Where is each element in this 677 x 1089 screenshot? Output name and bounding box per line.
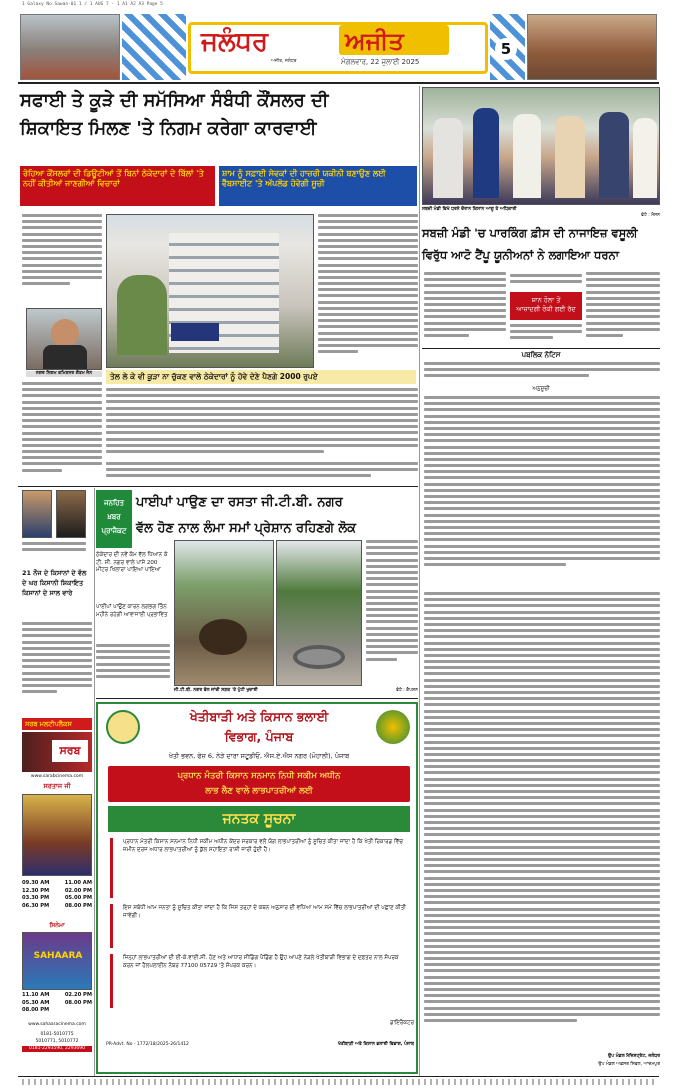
lead-headline-block xyxy=(20,87,416,165)
cinema-1-time-7: 06.30 PM xyxy=(22,902,50,909)
portrait-caption: ਨਗਰ ਨਿਗਮ ਕਮਿਸ਼ਨਰ ਗੌਤਮ ਜੈਨ xyxy=(26,371,102,377)
ad-dept-2: ਵਿਭਾਗ, ਪੰਜਾਬ xyxy=(224,729,294,744)
page-strip: 1 Galaxy No.Sawan-01 1 / 1 AUG 7 - 1 A1 A2 A3 Page 5 xyxy=(22,2,163,7)
left-item-1: 21 ਨੌਜ ਦੇ ਕਿਸਾਨਾਂ ਦੇ ਵੱਲ ਦੇ ਘਰ ਕਿਸਾਨੀ ਸ਼ਿਕਾਇਤ ਕਿਸਾਨਾਂ ਦੇ ਸਾਲ ਵਾਰੇ xyxy=(22,569,87,597)
road-headline-2: ਵੱਲ ਹੋਣ ਨਾਲ ਲੰਮਾ ਸਮਾਂ ਪ੍ਰੇਸ਼ਾਨ ਰਹਿਣਗੇ ਲੋਕ xyxy=(136,521,356,536)
cinema-1-time-3: 12.30 PM xyxy=(22,887,50,894)
road-photo-credit: ਫੋਟੋ : ਕੈਪਸ਼ਨ xyxy=(396,688,418,693)
commissioner-portrait xyxy=(26,308,102,370)
cinema-2-time-4: 08.00 PM xyxy=(64,999,92,1006)
ad-para-1: ਪ੍ਰਧਾਨ ਮੰਤਰੀ ਕਿਸਾਨ ਸਨਮਾਨ ਨਿਧੀ ਸਕੀਮ ਅਧੀਨ ਕੇਂਦਰ ਸਰਕਾਰ ਵਲੋਂ ਯੋਗ ਲਾਭਪਾਤਰੀਆਂ ਨੂੰ ਸੂਚਿਤ ਕੀਤਾ ਜਾਂਦਾ ਹੈ ਕਿ ਖੇਤੀ ਰਿਕਾਰਡ ਵਿੱਚ ਜ਼ਮੀਨ ਦਰਜ ਅਧਾਰ ਲਾਭਪਾਤਰੀਆਂ ਨੂੰ ਕੁੱਲ ਸਹਾਇਤਾ ਰਾਸ਼ੀ ਜਾਰੀ ਹੁੰਦੀ ਹੈ। xyxy=(110,838,410,898)
cinema-ad-logo: ਸਰਬ xyxy=(52,740,88,762)
public-notice-subtitle: ਅਨੁਸੂਚੀ xyxy=(532,386,550,392)
protest-box xyxy=(510,292,582,320)
protest-text-col-2a xyxy=(510,274,582,290)
road-text-col-1 xyxy=(96,644,170,688)
road-badge-3: ਪ੍ਰਾਜੈਕਟ xyxy=(101,527,127,535)
cinema-2-time-1: 11.10 AM xyxy=(22,992,50,998)
protest-photo-credit: ਫੋਟੋ : ਮੈਸਨ xyxy=(641,213,660,218)
protest-headline-1: ਸਬਜ਼ੀ ਮੰਡੀ 'ਚ ਪਾਰਕਿੰਗ ਫ਼ੀਸ ਦੀ ਨਾਜਾਇਜ਼ ਵਸੂਲੀ xyxy=(422,226,638,240)
ad-address: ਖੇਤੀ ਭਵਨ, ਫੇਜ਼ 6, ਨੇੜੇ ਦਾਰਾ ਸਟੂਡੀਓ, ਐਸ.ਏ.ਐਸ ਨਗਰ (ਮੋਹਾਲੀ), ਪੰਜਾਬ xyxy=(168,752,350,760)
cinema-1-time-2: 11.00 AM xyxy=(64,880,92,886)
cinema-2-name: SAHAARA xyxy=(33,951,83,961)
road-bullet-2: ਪਾਈਪਾਂ ਪਾਉਣ ਕਾਰਨ ਲਗਭਗ ਤਿੰਨ ਮਹੀਨੇ ਰਹੇਗੀ ਆਵਾਜਾਈ ਪ੍ਰਭਾਵਿਤ xyxy=(96,604,168,618)
phone-2: 5010771, 5010772 xyxy=(35,1039,79,1044)
road-photo-caption: ਜੀ.ਟੀ.ਬੀ. ਨਗਰ ਵੱਲ ਜਾਂਦੀ ਸੜਕ 'ਤੇ ਪੁੱਟੀ ਖੁਦਾਈ xyxy=(174,688,258,693)
lead-photo-caption: ਤੇਲ ਲੇ ਕੇ ਵੀ ਕੂੜਾ ਨਾ ਚੁੱਕਣ ਵਾਲੇ ਠੇਕੇਦਾਰਾਂ ਨੂੰ ਹੋਵੇ ਦੇਣੇ ਪੈਣਗੇ 2000 ਰੁਪਏ xyxy=(106,370,416,384)
cinema-1-time-6: 05.00 PM xyxy=(64,895,92,901)
cinema-1-poster xyxy=(22,794,92,876)
lead-text-body xyxy=(106,388,418,466)
road-headline-1: ਪਾਈਪਾਂ ਪਾਉਣ ਦਾ ਰਸਤਾ ਜੀ.ਟੀ.ਬੀ. ਨਗਰ xyxy=(136,495,343,510)
lead-building-photo xyxy=(106,214,314,368)
protest-text-col-3 xyxy=(586,272,660,344)
protest-photo-caption: ਸਬਜ਼ੀ ਮੰਡੀ ਵਿਖੇ ਧਰਨੇ ਦੌਰਾਨ ਕਿਸਾਨ ਆਗੂ ਤੇ ਅਧਿਕਾਰੀ xyxy=(422,207,517,212)
road-photo-2 xyxy=(276,540,362,686)
masthead-edition: ਅਜੀਤ, ਜਲੰਧਰ xyxy=(271,59,297,64)
phone-3: 0181-2293590, 2293690 xyxy=(22,1046,92,1052)
cinema-1-title: ਸਰਤਾਜ ਜੀ xyxy=(43,782,71,790)
masthead-pattern-left xyxy=(122,14,186,80)
protest-headline-2: ਵਿਰੁੱਧ ਆਟੋ ਟੈਂਪੂ ਯੂਨੀਅਨਾਂ ਨੇ ਲਗਾਇਆ ਧਰਨਾ xyxy=(422,248,620,262)
cinema-2-label: ਸਿਨੇਮਾ xyxy=(49,922,65,929)
cinema-ad-logo-block xyxy=(22,732,92,772)
public-notice-signature: ਉਪ ਮੰਡਲ ਮੈਜਿਸਟ੍ਰੇਟ, ਜਲੰਧਰ xyxy=(607,1054,660,1059)
cinema-2-time-3: 05.30 AM xyxy=(22,999,50,1006)
lead-headline-1: ਸਫਾਈ ਤੇ ਕੂੜੇ ਦੀ ਸਮੱਸਿਆ ਸੰਬੰਧੀ ਕੌਂਸਲਰ ਦੀ xyxy=(20,90,329,111)
protest-text-col-1 xyxy=(424,272,506,344)
public-notice-body xyxy=(424,592,660,1062)
reporter-photo-2 xyxy=(56,490,86,538)
lead-text-col-3 xyxy=(318,214,418,368)
masthead-date: ਮੰਗਲਵਾਰ, 22 ਜੁਲਾਈ 2025 xyxy=(341,58,420,66)
phone-1: 0181-5010775 xyxy=(40,1032,74,1037)
reporter-caption xyxy=(22,542,86,562)
protest-photo xyxy=(422,87,660,205)
lead-subhead-red: ਰੋਹਿਆ ਕੌਂਸਲਰਾਂ ਦੀ ਡਿਊਟੀਆਂ ਤੋਂ ਬਿਨਾਂ ਠੇਕੇਦਾਰਾਂ ਦੇ ਬਿੱਲਾਂ 'ਤੇ ਨਹੀਂ ਕੀਤੀਆਂ ਜਾਣਗੀਆਂ ਵਿਚਾਰਾਂ xyxy=(20,166,215,206)
road-photo-1 xyxy=(174,540,274,686)
cinema-ad-header: ਸਰਬ ਮਲਟੀਪਲੈਕਸ xyxy=(22,718,92,730)
cinema-1-time-5: 03.30 PM xyxy=(22,895,50,901)
masthead-city: ਜਲੰਧਰ xyxy=(201,27,269,57)
ad-para-3: ਜਿਨ੍ਹਾਂ ਲਾਭਪਾਤਰੀਆਂ ਦੀ ਈ-ਕੇ.ਵਾਈ.ਸੀ. ਹੋਣ ਅਤੇ ਆਧਾਰ ਸੀਡਿੰਗ ਪੈਂਡਿੰਗ ਹੈ ਉਹ ਆਪਣੇ ਨੇੜਲੇ ਖੇਤੀਬਾੜੀ ਵਿਭਾਗ ਦੇ ਦਫ਼ਤਰ ਨਾਲ ਸੰਪਰਕ ਕਰਨ ਜਾਂ ਹੈਲਪਲਾਈਨ ਨੰਬਰ 77100 05729 'ਤੇ ਸੰਪਰਕ ਕਰਨ। xyxy=(110,954,410,1008)
protest-text-col-2b xyxy=(510,324,582,346)
lead-text-col-1b xyxy=(22,382,102,492)
cinema-2-times xyxy=(22,992,92,1022)
left-item-1-text xyxy=(22,622,92,706)
reporter-photo-1 xyxy=(22,490,52,538)
protest-box-label-1: ਸ਼ਾਨ ਹੋਲਾ ਤੋਂ xyxy=(531,296,561,304)
masthead xyxy=(188,22,488,74)
cinema-ad-url[interactable]: www.sarabcinema.com xyxy=(30,774,84,779)
road-text-col-2 xyxy=(366,540,418,688)
public-notice-intro xyxy=(424,362,660,386)
ad-dept-1: ਖੇਤੀਬਾੜੀ ਅਤੇ ਕਿਸਾਨ ਭਲਾਈ xyxy=(189,709,329,724)
masthead-left-photo xyxy=(20,14,120,80)
lead-headline-2: ਸ਼ਿਕਾਇਤ ਮਿਲਣ 'ਤੇ ਨਿਗਮ ਕਰੇਗਾ ਕਾਰਵਾਈ xyxy=(20,118,317,139)
cinema-1-time-4: 02.00 PM xyxy=(64,887,92,894)
public-notice-footer: ਉਪ ਮੰਡਲ ਅਫ਼ਸਰ ਸਿਵਲ, ਆਦਮਪੁਰ xyxy=(598,1062,660,1067)
ad-notice-title: ਜਨਤਕ ਸੂਚਨਾ xyxy=(108,806,410,832)
lead-text-footer xyxy=(106,462,418,484)
lead-subhead-blue: ਸ਼ਾਮ ਨੂੰ ਸਫ਼ਾਈ ਸੇਵਕਾਂ ਦੀ ਹਾਜ਼ਰੀ ਯਕੀਨੀ ਬਣਾਉਣ ਲਈ ਵੈੱਬਸਾਈਟ 'ਤੇ ਅੱਪਲੋਡ ਹੋਵੇਗੀ ਸੂਚੀ xyxy=(219,166,417,206)
agri-logo-icon xyxy=(376,710,410,744)
cinema-1-time-8: 08.00 PM xyxy=(64,902,92,909)
cinema-1-time-1: 09.30 AM xyxy=(22,880,50,886)
govt-ad xyxy=(96,702,418,1074)
ad-signer-2: ਖੇਤੀਬਾੜੀ ਅਤੇ ਕਿਸਾਨ ਭਲਾਈ ਵਿਭਾਗ, ਪੰਜਾਬ xyxy=(337,1042,414,1047)
cinema-2-time-5: 08.00 PM xyxy=(22,1007,50,1013)
masthead-paper: ਅਜੀਤ xyxy=(345,27,404,55)
ad-para-2: ਇਸ ਸਬੰਧੀ ਆਮ ਜਨਤਾ ਨੂੰ ਸੂਚਿਤ ਕੀਤਾ ਜਾਂਦਾ ਹੈ ਕਿ ਜਿਸ ਤਰ੍ਹਾਂ ਦੇ ਕਥਨ ਅਨੁਸਾਰ ਦੀ ਵਧਿਆ ਆਮ ਸਮੇਂ ਵਿੱਚ ਲਾਭਪਾਤਰੀਆਂ ਦੀ ਪਛਾਣ ਕੀਤੀ ਜਾਵੇਗੀ। xyxy=(110,904,410,948)
protest-box-label-2: ਆਜ਼ਾਦਗੀ ਰੋਕੀ ਗਈ ਰੱਦ xyxy=(516,305,576,313)
ad-scheme-1: ਪ੍ਰਧਾਨ ਮੰਤਰੀ ਕਿਸਾਨ ਸਨਮਾਨ ਨਿਧੀ ਸਕੀਮ ਅਧੀਨ xyxy=(177,771,341,781)
road-badge-1: ਜਨਹਿਤ xyxy=(104,499,124,507)
print-registration-strip xyxy=(22,1079,658,1085)
cinema-2-time-2: 02.20 PM xyxy=(64,992,92,998)
public-notice-title: ਪਬਲਿਕ ਨੋਟਿਸ xyxy=(521,351,561,359)
public-notice-schedule xyxy=(424,396,660,581)
govt-emblem-icon xyxy=(106,710,140,744)
cinema-2-url[interactable]: www.sahaaracinema.com xyxy=(28,1022,86,1027)
cinema-1-times xyxy=(22,880,92,924)
protest-headline-block xyxy=(422,222,660,270)
ad-scheme-band xyxy=(108,766,410,802)
ad-pr-number: PR-Advt. No - 1772/18/2025-26/1412 xyxy=(106,1042,189,1047)
masthead-right-photo xyxy=(527,14,657,80)
page-number: 5 xyxy=(495,38,517,60)
road-bullet-1: ਠੇਕੇਦਾਰ ਦੀ ਨਵੇਂ ਕੰਮ ਵੱਲ ਧਿਆਨ ਕੇ ਟੀ. ਸੀ. ਨਗਰ ਵਾਲੇ ਪਾਸੇ 200 ਮੀਟਰ ਖਿਲਾਰਾ ਪਾਇਆ ਪਾਇਆ xyxy=(96,552,168,573)
ad-signer-1: ਡਾਇਰੈਕਟਰ xyxy=(389,1020,414,1026)
road-badge-2: ਖ਼ਬਰ xyxy=(107,513,121,521)
cinema-2-poster xyxy=(22,932,92,990)
ad-scheme-2: ਲਾਭ ਲੈਣ ਵਾਲੇ ਲਾਭਪਾਤਰੀਆਂ ਲਈ xyxy=(205,786,313,796)
lead-text-col-1 xyxy=(22,214,102,306)
road-story-badge xyxy=(96,490,132,548)
